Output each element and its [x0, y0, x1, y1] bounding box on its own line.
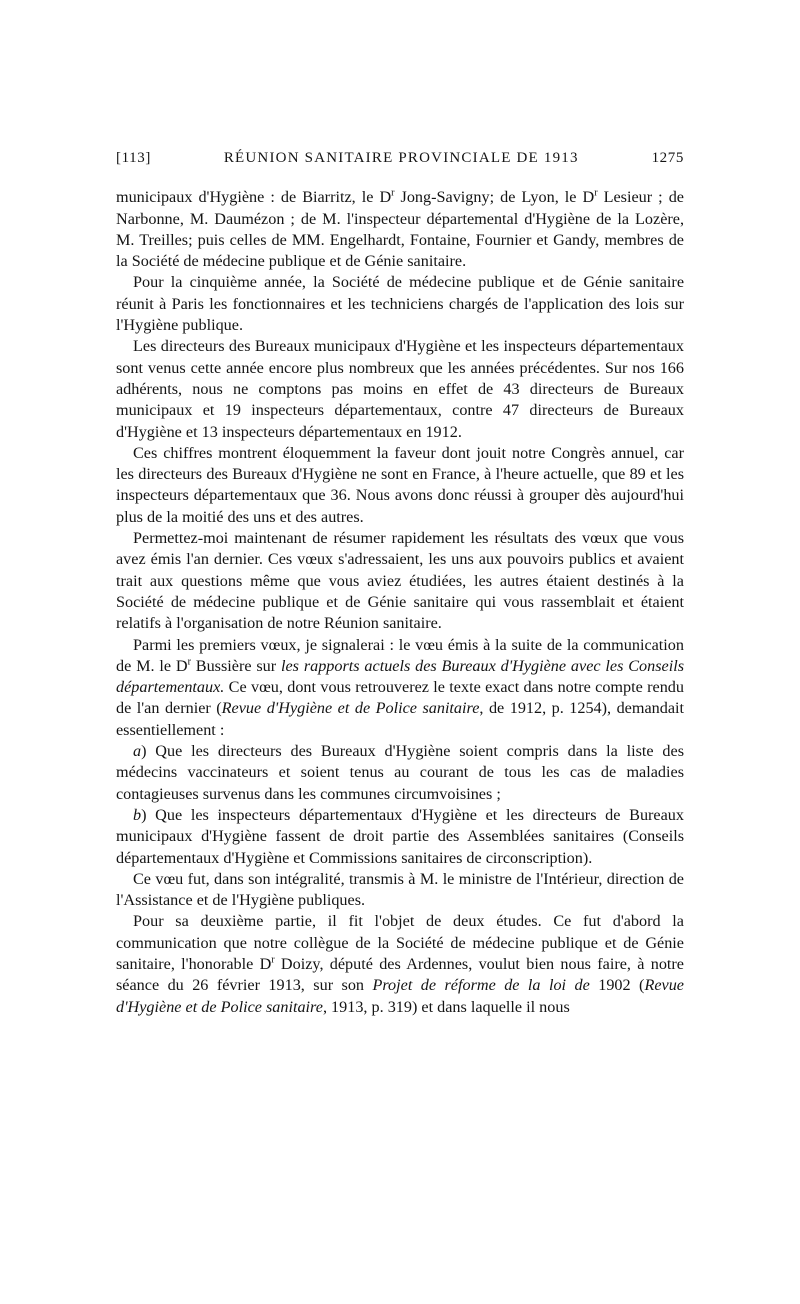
- text-run: , 1913, p. 319) et dans laquelle il nous: [322, 997, 570, 1016]
- body-text: [116, 187, 684, 1018]
- superscript: r: [391, 187, 395, 199]
- text-run: Jong-Savigny; de Lyon, le D: [394, 188, 595, 207]
- paragraph: [116, 911, 684, 1017]
- paragraph: [116, 443, 684, 528]
- superscript: r: [271, 954, 275, 966]
- text-run: Pour la cinquième année, la Société de médecine publique et de Génie sanitaire réunit à Paris les fonctionnaires et les techniciens chargés de l'application des lois sur l'Hygiène publique.: [116, 273, 684, 335]
- text-run: Doizy, député des Ardennes, voulut bien nous faire, à notre séance du 26 février 1913, sur son: [116, 954, 684, 995]
- page-number: 1275: [651, 150, 684, 166]
- page-ref: [113]: [116, 150, 151, 166]
- italic-text: Revue d'Hygiène et de Police sanitaire: [221, 699, 480, 718]
- text-run: ) Que les directeurs des Bureaux d'Hygiène soient compris dans la liste des médecins vaccinateurs et soient tenus au courant de tous les cas de maladies contagieuses survenus dans les communes circumvoisines ;: [116, 742, 684, 803]
- text-run: 1902 (: [589, 976, 645, 995]
- document-page: [116, 148, 684, 1018]
- running-header: [116, 148, 684, 169]
- italic-text: Projet de réforme de la loi de: [372, 976, 590, 995]
- paragraph: [116, 336, 684, 442]
- text-run: Pour sa deuxième partie, il fit l'objet de deux études. Ce fut d'abord la communication que notre collègue de la Société de médecine publique et de Génie sanitaire, l'honorable D: [116, 912, 684, 973]
- paragraph: [116, 741, 684, 805]
- text-run: municipaux d'Hygiène : de Biarritz, le D: [116, 188, 392, 207]
- italic-text: Revue d'Hygiène et de Police sanitaire: [116, 976, 684, 1016]
- text-run: Bussière sur: [190, 656, 281, 675]
- paragraph: [116, 635, 684, 741]
- paragraph: [116, 528, 684, 634]
- italic-text: a: [133, 742, 142, 761]
- text-run: Ces chiffres montrent éloquemment la faveur dont jouit notre Congrès annuel, car les directeurs des Bureaux d'Hygiène ne sont en France, à l'heure actuelle, que 89 et les inspecteurs départementaux que 36. Nous avons donc réussi à grouper dès aujourd'hui plus de la moitié des uns et des autres.: [116, 443, 684, 526]
- text-run: Les directeurs des Bureaux municipaux d'Hygiène et les inspecteurs départementaux sont venus cette année encore plus nombreux que les années précédentes. Sur nos 166 adhérents, nous ne comptons pas moins en effet de 43 directeurs de Bureaux municipaux et 19 inspecteurs départementaux, contre 47 directeurs de Bureaux d'Hygiène et 13 inspecteurs départementaux en 1912.: [116, 337, 684, 441]
- text-run: Ce vœu fut, dans son intégralité, transmis à M. le ministre de l'Intérieur, direction de l'Assistance et de l'Hygiène publiques.: [116, 869, 684, 910]
- text-run: , de 1912, p. 1254), demandait essentiellement :: [116, 699, 684, 739]
- running-title: RÉUNION SANITAIRE PROVINCIALE DE 1913: [223, 150, 579, 166]
- text-run: Parmi les premiers vœux, je signalerai : le vœu émis à la suite de la communication de M. le D: [116, 635, 684, 675]
- paragraph: [116, 272, 684, 336]
- paragraph: [116, 869, 684, 912]
- italic-text: les rapports actuels des Bureaux d'Hygiène avec les Conseils départementaux.: [116, 656, 684, 697]
- superscript: r: [594, 187, 598, 199]
- paragraph: [116, 805, 684, 869]
- text-run: ) Que les inspecteurs départementaux d'Hygiène et les directeurs de Bureaux municipaux d'Hygiène fassent de droit partie des Assemblées sanitaires (Conseils départementaux d'Hygiène et Commissions sanitaires de circonscription).: [116, 805, 684, 867]
- text-run: Permettez-moi maintenant de résumer rapidement les résultats des vœux que vous avez émis l'an dernier. Ces vœux s'adressaient, les uns aux pouvoirs publics et avaient trait aux questions même que vous aviez étudiées, les autres étaient destinés à la Société de médecine publique et de Génie sanitaire qui vous rassemblait et étaient relatifs à l'organisation de notre Réunion sanitaire.: [116, 529, 684, 633]
- italic-text: b: [133, 805, 142, 824]
- paragraph: [116, 187, 684, 272]
- text-run: Ce vœu, dont vous retrouverez le texte exact dans notre compte rendu de l'an dernier (: [116, 678, 684, 718]
- text-run: Lesieur ; de Narbonne, M. Daumézon ; de M. l'inspecteur départemental d'Hygiène de la Lozère, M. Treilles; puis celles de MM. Engelhardt, Fontaine, Fournier et Gandy, membres de la Société de médecine publique et de Génie sanitaire.: [116, 188, 684, 271]
- superscript: r: [187, 656, 191, 668]
